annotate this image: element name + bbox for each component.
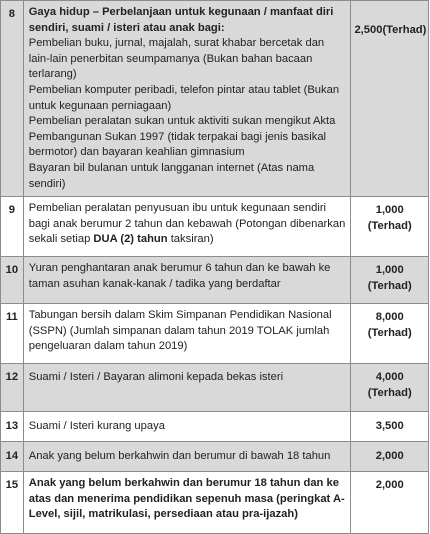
amount-limit: (Terhad) [367, 386, 412, 399]
row-description [23, 1, 351, 197]
row-description: Suami / Isteri / Bayaran alimoni kepada bekas isteri [23, 364, 351, 412]
row-description: Suami / Isteri kurang upaya [23, 412, 351, 442]
list-item: Pembelian peralatan sukan untuk aktiviti sukan mengikut Akta Pembangunan Sukan 1997 (tidak terpakai bagi jenis basikal bermotor) dan bayaran keahlian gimnasium [28, 115, 336, 159]
row-amount: 3,500 [351, 412, 429, 442]
amount-value: 1,000 [375, 264, 404, 277]
amount-value: 4,000 [375, 371, 404, 384]
list-item: Pembelian buku, jurnal, majalah, surat khabar bercetak dan lain-lain penerbitan seumpamanya (Bukan bahan bacaan terlarang) [28, 37, 325, 81]
row-number: 9 [1, 197, 24, 257]
row-number: 12 [1, 364, 24, 412]
amount-value: 8,000 [375, 311, 404, 324]
row-number: 11 [1, 304, 24, 364]
table-row [1, 197, 429, 257]
row-text: Pembelian peralatan penyusuan ibu untuk kegunaan sendiri bagi anak berumur 2 tahun dan kebawah (Potongan dibenarkan sekali setiap [28, 202, 346, 246]
row-description [23, 197, 351, 257]
row-number: 15 [1, 472, 24, 534]
table-row [1, 442, 429, 472]
table-row [1, 304, 429, 364]
row-amount [351, 364, 429, 412]
table-row [1, 257, 429, 304]
list-item: Pembelian komputer peribadi, telefon pintar atau tablet (Bukan untuk kegunaan perniagaan) [28, 83, 340, 112]
row-number: 8 [1, 1, 24, 197]
row-text-bold: DUA (2) tahun [93, 233, 168, 246]
row-amount: 2,000 [351, 442, 429, 472]
amount-limit: (Terhad) [367, 279, 412, 292]
row-number: 10 [1, 257, 24, 304]
list-item: Bayaran bil bulanan untuk langganan internet (Atas nama sendiri) [28, 161, 315, 190]
row-description: Yuran penghantaran anak berumur 6 tahun dan ke bawah ke taman asuhan kanak-kanak / tadika yang berdaftar [23, 257, 351, 304]
table-row [1, 472, 429, 534]
row-heading: Gaya hidup – Perbelanjaan untuk kegunaan / manfaat diri sendiri, suami / isteri atau anak bagi: [28, 6, 334, 34]
row-number: 14 [1, 442, 24, 472]
table-row [1, 412, 429, 442]
row-text-bold: Anak yang belum berkahwin dan berumur 18 tahun dan ke atas dan menerima pendidikan sepenuh masa (peringkat A-Level, sijil, matrikulasi, persediaan atau pra-ijazah) [28, 477, 345, 521]
table-row [1, 364, 429, 412]
amount-limit: (Terhad) [367, 326, 412, 339]
row-amount [351, 257, 429, 304]
table-row [1, 1, 429, 197]
row-number: 13 [1, 412, 24, 442]
row-text: taksiran) [167, 233, 214, 246]
row-description [23, 472, 351, 534]
row-amount: 2,500(Terhad) [351, 1, 429, 197]
row-description: Anak yang belum berkahwin dan berumur di bawah 18 tahun [23, 442, 351, 472]
amount-value: 1,000 [375, 204, 404, 217]
row-description: Tabungan bersih dalam Skim Simpanan Pendidikan Nasional (SSPN) (Jumlah simpanan dalam tahun 2019 TOLAK jumlah pengeluaran dalam tahun 2019) [23, 304, 351, 364]
row-amount [351, 197, 429, 257]
row-amount: 2,000 [351, 472, 429, 534]
row-amount [351, 304, 429, 364]
amount-limit: (Terhad) [367, 219, 412, 232]
